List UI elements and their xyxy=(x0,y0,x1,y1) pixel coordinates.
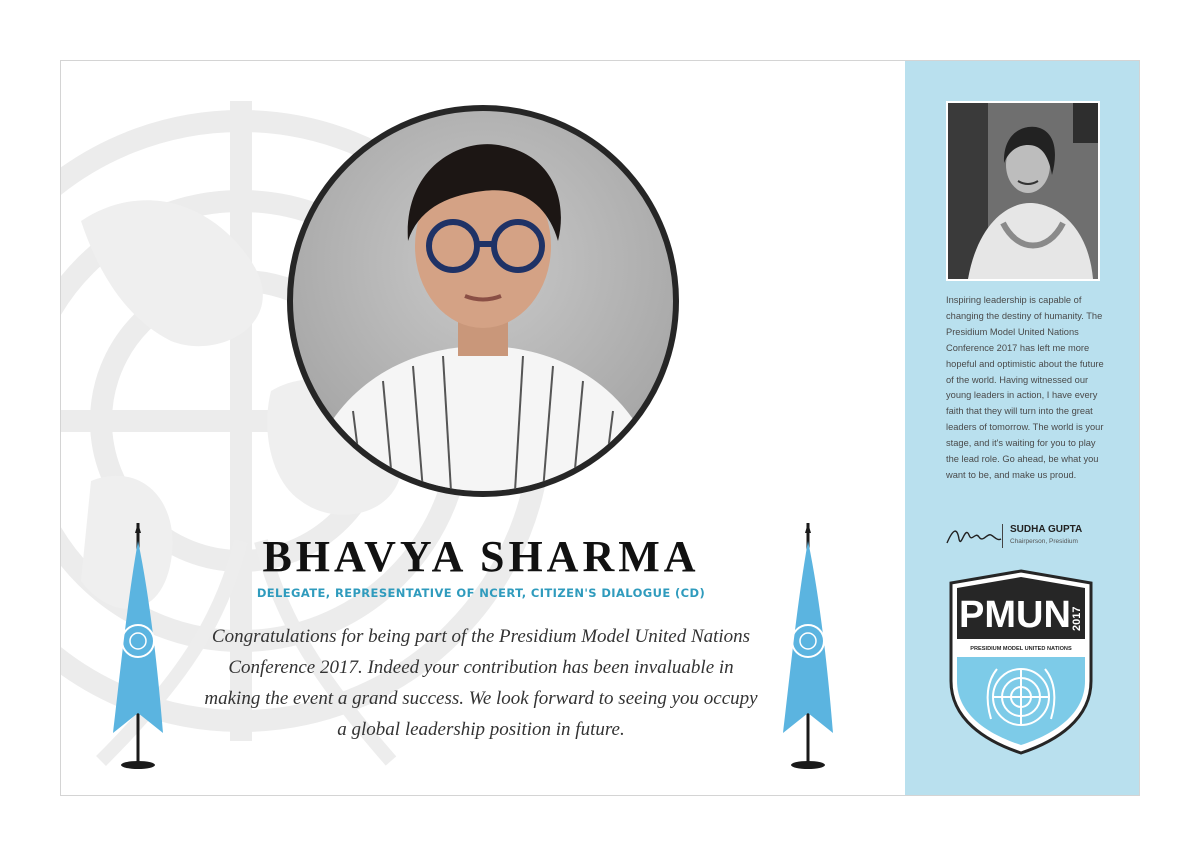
congratulations-message: Congratulations for being part of the Presidium Model United Nations Conference 2017. Indeed your contribution has been invaluable in making the event a grand success. We look forward to seeing you occupy a global leadership position in future. xyxy=(204,626,758,740)
badge-year: 2017 xyxy=(1071,606,1083,631)
signatory-title: Chairperson, Presidium xyxy=(1010,538,1078,545)
chairperson-photo xyxy=(946,101,1100,281)
person-portrait-icon xyxy=(293,111,673,491)
certificate-card xyxy=(60,60,1140,796)
chairperson-quote: Inspiring leadership is capable of changing the destiny of humanity. The Presidium Model United Nations Conference 2017 has left me more hopeful and optimistic about the future of the world. Having witnessed our young leaders in action, I have every faith that they will turn into the great leaders of tomorrow. The world is your stage, and it's waiting for you to play the lead role. Go ahead, be what you want to be, and make us proud. xyxy=(946,295,1104,480)
signatory-name: SUDHA GUPTA xyxy=(1010,524,1083,535)
recipient-name: BHAVYA SHARMA xyxy=(262,532,700,581)
signature-block xyxy=(945,521,1125,551)
signature-icon xyxy=(945,521,1003,551)
badge-wordmark: PMUN xyxy=(959,594,1071,636)
delegate-photo xyxy=(287,105,679,497)
signature-divider xyxy=(1002,524,1003,548)
person-portrait-icon xyxy=(948,103,1098,279)
un-flag-icon xyxy=(781,523,851,773)
badge-tagline: PRESIDIUM MODEL UNITED NATIONS xyxy=(970,646,1072,652)
recipient-role: DELEGATE, REPRESENTATIVE OF NCERT, CITIZEN'S DIALOGUE (CD) xyxy=(256,586,706,600)
un-flag-icon xyxy=(111,523,181,773)
chairperson-sidebar xyxy=(905,61,1140,796)
pmun-2017-badge xyxy=(947,569,1095,755)
